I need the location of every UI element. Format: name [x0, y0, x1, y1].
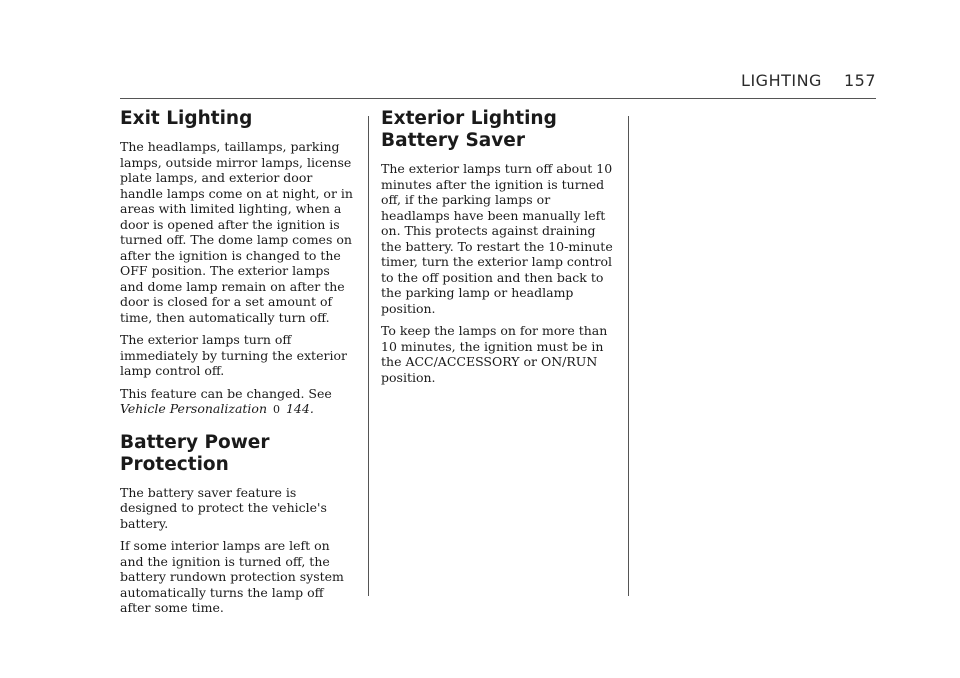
paragraph-battery-2: If some interior lamps are left on and the ignition is turned off, the battery rundown protection system automatically turns the lamp off after some time.: [120, 538, 344, 615]
column-divider-1: [368, 116, 369, 596]
ref-title: Vehicle Personalization: [120, 401, 267, 416]
paragraph-exit-3: [120, 386, 356, 418]
column-divider-2: [628, 116, 629, 596]
heading-exterior-lighting-battery-saver: Exterior Lighting Battery Saver: [381, 108, 557, 151]
ref-page: 144.: [285, 401, 314, 416]
running-head: [741, 71, 876, 90]
heading-exit-lighting: Exit Lighting: [120, 108, 253, 129]
paragraph-battery-1: The battery saver feature is designed to protect the vehicle's battery.: [120, 484, 327, 531]
column-left: [120, 108, 356, 623]
cross-reference-link[interactable]: [120, 401, 314, 416]
header-rule: [120, 98, 876, 99]
page-ref-arrow-icon: 0: [272, 403, 280, 416]
page-number: 157: [843, 71, 876, 90]
paragraph-saver-1: The exterior lamps turn off about 10 minutes after the ignition is turned off, if the parking lamps or headlamps have been manually left on. This protects against draining the battery. To restart the 10-minute timer, turn the exterior lamp control to the off position and then back to the parking lamp or headlamp position.: [381, 161, 613, 316]
paragraph-saver-2: To keep the lamps on for more than 10 minutes, the ignition must be in the ACC/ACCESSORY or ON/RUN position.: [381, 323, 608, 385]
see-text: This feature can be changed. See: [120, 385, 332, 401]
section-name: LIGHTING: [741, 71, 822, 90]
paragraph-exit-2: The exterior lamps turn off immediately by turning the exterior lamp control off.: [120, 332, 347, 378]
paragraph-exit-1: The headlamps, taillamps, parking lamps, outside mirror lamps, license plate lamps, and exterior door handle lamps come on at night, or in areas with limited lighting, when a door is opened after the ignition is turned off. The dome lamp comes on after the ignition is changed to the OFF position. The exterior lamps and dome lamp remain on after the door is closed for a set amount of time, then automatically turn off.: [120, 139, 353, 325]
heading-battery-power-protection: Battery Power Protection: [120, 431, 270, 475]
column-middle: [381, 108, 617, 392]
page-header: [0, 0, 960, 100]
